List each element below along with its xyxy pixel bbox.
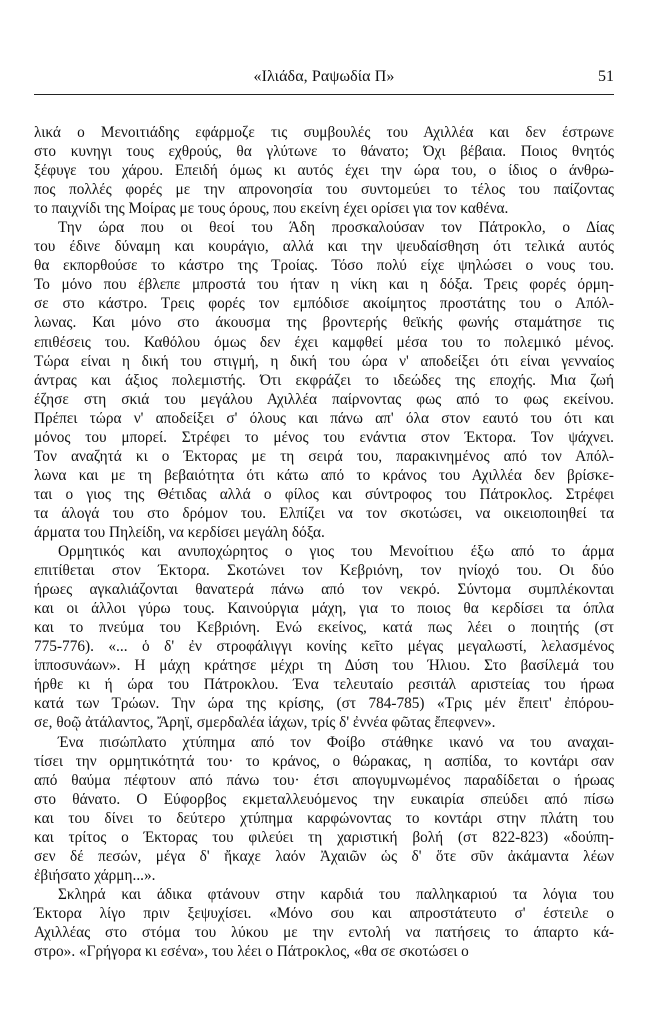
text-line: επιθέσεις του. Καθόλου όμως δεν έχει καμφθεί μέσα του το πολεμικό μένος. — [34, 333, 614, 351]
text-line: σε στο κάστρο. Τρεις φορές τον εμπόδισε ακοίμητος προστάτης του ο Απόλ- — [34, 295, 614, 313]
running-title: «Ιλιάδα, Ραψωδία Π» — [253, 68, 395, 85]
text-line: τίσει την ορμητικότητά του· το κράνος, ο θώρακας, η ασπίδα, το κοντάρι σαν — [34, 752, 614, 770]
text-line: Τώρα είναι η δική του στιγμή, η δική του ώρα ν' αποδείξει ότι είναι γενναίος — [34, 352, 614, 370]
text-line: λωνας. Και μόνο στο άκουσμα της βροντερής θεϊκής φωνής σταμάτησε τις — [34, 314, 614, 332]
body-text — [34, 123, 614, 961]
text-line: 775-776). «... ὁ δ' ἐν στροφάλιγγι κονίης κεῖτο μέγας μεγαλωστί, λελασμένος — [34, 638, 614, 656]
paragraph — [34, 733, 614, 885]
header-rule — [34, 94, 614, 95]
paragraph — [34, 542, 614, 732]
text-line: ἐβιήσατο χάρμη...». — [34, 866, 156, 884]
paragraph — [34, 218, 614, 542]
text-line: πος πολλές φορές με την απρονοησία του συντομεύει το τέλος του παίζοντας — [34, 181, 614, 199]
page-header — [34, 68, 614, 92]
text-line: άντρας και άξιος πολεμιστής. Ότι εκφράζει το ιδεώδες της εποχής. Μια ζωή — [34, 371, 614, 389]
text-line: Αχιλλέας στο στόμα του λύκου με την εντολή να πατήσεις το άπαρτο κά- — [34, 923, 614, 941]
text-line: άρματα του Πηλείδη, να κερδίσει μεγάλη δόξα. — [34, 523, 325, 541]
text-line: ξέφυγε του χάρου. Επειδή όμως κι αυτός έχει την ώρα του, ο ίδιος ο άνθρω- — [34, 162, 614, 180]
text-line: λικά ο Μενοιτιάδης εφάρμοζε τις συμβουλές του Αχιλλέα και δεν έστρωνε — [34, 124, 614, 141]
text-line: Πρέπει τώρα ν' αποδείξει σ' όλους και πάνω απ' όλα στον εαυτό του ότι και — [34, 409, 614, 427]
text-line: μόνος του μπορεί. Στρέφει το μένος του ενάντια στον Έκτορα. Τον ψάχνει. — [34, 428, 614, 446]
text-line: και το πνεύμα του Κεβριόνη. Ενώ εκείνος, κατά πως λέει ο ποιητής (στ — [34, 619, 614, 637]
text-line: ἱπποσυνάων». Η μάχη κράτησε μέχρι τη Δύση του Ήλιου. Στο βασίλεμά του — [34, 657, 614, 675]
text-line: λωνα και με τη βεβαιότητα ότι κάτω από το κράνος του Αχιλλέα δεν βρίσκε- — [34, 466, 614, 484]
text-line: και οι άλλοι γύρω τους. Καινούργια μάχη, για το ποιος θα κερδίσει τα όπλα — [34, 600, 614, 618]
text-line: του έδινε δύναμη και κουράγιο, αλλά και την ψευδαίσθηση ότι τελικά αυτός — [34, 238, 614, 256]
text-line: Την ώρα που οι θεοί του Άδη προσκαλούσαν τον Πάτροκλο, ο Δίας — [58, 219, 614, 237]
text-line: Ορμητικός και ανυποχώρητος ο γιος του Μενοίτιου έξω από το άρμα — [58, 543, 614, 561]
text-line: κατά των Τρώων. Την ώρα της κρίσης, (στ 784-785) «Τρις μέν ἔπειτ' ἐπόρου- — [34, 695, 614, 713]
text-line: Έκτορα λίγο πριν ξεψυχίσει. «Μόνο σου και απροστάτευτο σ' έστειλε ο — [34, 904, 614, 922]
text-line: ήρωες αγκαλιάζονται θανατερά πάνω από τον νεκρό. Σύντομα συμπλέκονται — [34, 581, 614, 599]
text-line: Το μόνο που έβλεπε μπροστά του ήταν η νίκη και η δόξα. Τρεις φορές όρμη- — [34, 276, 614, 294]
text-line: σεν δέ πεσών, μέγα δ' ἤκαχε λαόν Ἀχαιῶν ὡς δ' ὅτε σῦν ἀκάμαντα λέων — [34, 847, 614, 865]
text-line: έζησε στη σκιά του μεγάλου Αχιλλέα παίρνοντας φως από το φως εκείνου. — [34, 390, 614, 408]
text-line: και τρίτος ο Έκτορας του φιλεύει τη χαριστική βολή (στ 822-823) «δούπη- — [34, 828, 614, 846]
text-line: επιτίθεται στον Έκτορα. Σκοτώνει τον Κεβριόνη, τον ηνίοχό του. Οι δύο — [34, 562, 614, 580]
text-line: σε, θοῷ ἀτάλαντος, Ἄρηϊ, σμερδαλέα ἰάχων, τρίς δ' ἐννέα φῶτας ἔπεφνεν». — [34, 714, 496, 732]
text-line: θα εκπορθούσε το κάστρο της Τροίας. Τόσο πολύ είχε ψηλώσει ο νους του. — [34, 257, 614, 275]
text-line: τα άλογά του στο δρόμον του. Ελπίζει να τον σκοτώσει, να οικειοποιηθεί τα — [34, 504, 614, 522]
text-line: ται ο γιος της Θέτιδας αλλά ο φίλος και σύντροφος του Πάτροκλος. Στρέφει — [34, 485, 614, 503]
paragraph — [34, 885, 614, 961]
text-line: το παιχνίδι της Μοίρας με τους όρους, που εκείνη έχει ορίσει για τον καθένα. — [34, 200, 509, 218]
text-line: στο θάνατο. Ο Εύφορβος εκμεταλλευόμενος την ευκαιρία σπεύδει από πίσω — [34, 790, 614, 808]
text-line: στο κυνηγι τους εχθρούς, θα γλύτωνε το θάνατο; Όχι βέβαια. Ποιος θνητός — [34, 143, 614, 161]
text-line: και του δίνει το δεύτερο χτύπημα καρφώνοντας το κοντάρι στην πλάτη του — [34, 809, 614, 827]
text-line: στρο». «Γρήγορα κι εσένα», του λέει ο Πάτροκλος, «θα σε σκοτώσει ο — [34, 943, 469, 961]
text-line: Σκληρά και άδικα φτάνουν στην καρδιά του παλληκαριού τα λόγια του — [58, 885, 614, 903]
text-line: ήρθε κι ή ώρα του Πάτροκλου. Ένα τελευταίο ρεσιτάλ αριστείας του ήρωα — [34, 676, 614, 694]
text-line: Ένα πισώπλατο χτύπημα από τον Φοίβο στάθηκε ικανό να του αναχαι- — [58, 733, 614, 751]
text-line: Τον αναζητά κι ο Έκτορας με τη σειρά του, παρακινημένος από τον Απόλ- — [34, 447, 614, 465]
page-number: 51 — [598, 68, 614, 85]
text-line: από θαύμα πέφτουν από πάνω του· έτσι απογυμνωμένος παραδίδεται ο ήρωας — [34, 771, 614, 789]
paragraph — [34, 123, 614, 218]
